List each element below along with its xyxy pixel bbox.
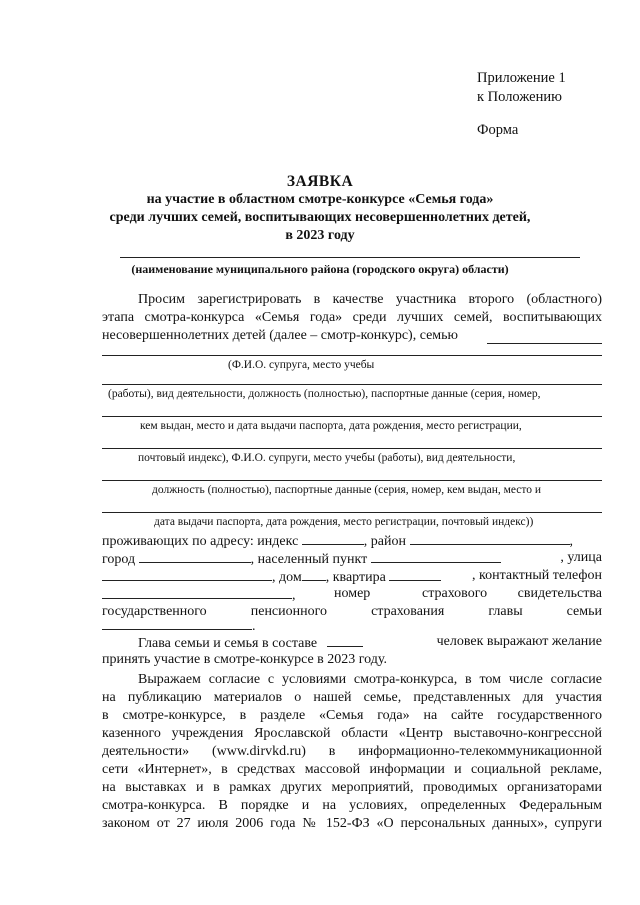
spouse-field-2[interactable] xyxy=(102,384,602,385)
pension-word-1: номер xyxy=(334,586,371,601)
pension-word-8: семьи xyxy=(566,604,603,619)
appendix-line2: к Положению xyxy=(477,89,562,105)
settlement-field[interactable] xyxy=(371,550,501,563)
street-field[interactable] xyxy=(102,568,272,581)
form-label: Форма xyxy=(477,122,519,138)
district-label: , район xyxy=(363,534,406,549)
consent-line-5: деятельности» (www.dirvkd.ru) в информационно-телекоммуникационной xyxy=(102,744,602,759)
family-text-b: человек выражают желание xyxy=(436,634,602,649)
family-text-a: Глава семьи и семья в составе xyxy=(138,636,318,651)
family-line-1 xyxy=(138,634,602,652)
living-label: проживающих по адресу: индекс xyxy=(102,534,299,549)
family-line-2: принять участие в смотре-конкурсе в 2023 году. xyxy=(102,652,387,667)
consent-line-1: Выражаем согласие с условиями смотра-конкурса, в том числе согласие xyxy=(138,672,602,687)
family-name-field[interactable] xyxy=(487,343,602,344)
spouse-field-3[interactable] xyxy=(102,416,602,417)
spouse-field-6[interactable] xyxy=(102,512,602,513)
appendix-line1: Приложение 1 xyxy=(477,70,566,86)
pension-word-3: свидетельства xyxy=(517,586,602,601)
title-line3: в 2023 году xyxy=(285,228,355,243)
title-line2: среди лучших семей, воспитывающих несовершеннолетних детей, xyxy=(109,210,531,225)
pension-number-field[interactable] xyxy=(102,617,252,630)
consent-line-7: на выставках и в рамках других мероприятий, проводимых организаторами xyxy=(102,780,602,795)
address-line-4: , номер страхового свидетельства xyxy=(102,586,602,604)
spouse-field-4[interactable] xyxy=(102,448,602,449)
consent-line-4: казенного учреждения Ярославской области «Центр выставочно-конгрессной xyxy=(102,726,602,741)
consent-line-2: на публикацию материалов о нашей семье, представленных для участия xyxy=(102,690,602,705)
phone-label: , контактный телефон xyxy=(472,568,602,583)
document-title: ЗАЯВКА xyxy=(286,173,354,190)
caption-5: должность (полностью), паспортные данные (серия, номер, кем выдан, место и xyxy=(152,484,542,496)
request-line1: Просим зарегистрировать в качестве участника второго (областного) xyxy=(138,292,602,307)
apartment-field[interactable] xyxy=(389,568,441,581)
pension-word-6: страхования xyxy=(371,604,445,619)
city-field[interactable] xyxy=(139,550,251,563)
district-input[interactable] xyxy=(410,532,570,545)
apartment-label: , квартира xyxy=(325,570,386,585)
caption-4: почтовый индекс), Ф.И.О. супруги, место учебы (работы), вид деятельности, xyxy=(138,452,516,464)
pension-word-2: страхового xyxy=(422,586,488,601)
house-label: , дом xyxy=(272,570,302,585)
house-field[interactable] xyxy=(302,568,326,581)
pension-word-5: пенсионного xyxy=(250,604,328,619)
address-line-2 xyxy=(102,550,602,568)
phone-field[interactable] xyxy=(102,586,292,599)
consent-line-3: в смотре-конкурсе, в разделе «Семья года» на сайте государственного xyxy=(102,708,602,723)
address-line-1: проживающих по адресу: индекс , район , xyxy=(102,534,573,549)
district-caption: (наименование муниципального района (городского округа) области) xyxy=(131,262,509,276)
settlement-label: , населенный пункт xyxy=(250,552,368,567)
district-field[interactable] xyxy=(120,257,580,258)
request-line3: несовершеннолетних детей (далее – смотр-конкурс), семью xyxy=(102,328,459,343)
street-label: , улица xyxy=(560,550,602,565)
index-field[interactable] xyxy=(302,532,364,545)
consent-line-8: смотра-конкурса. В порядке и на условиях, определенных Федеральным xyxy=(102,798,602,813)
pension-word-4: государственного xyxy=(102,604,207,619)
address-line-3 xyxy=(102,568,602,586)
spouse-field-1[interactable] xyxy=(102,355,602,356)
spouse-field-5[interactable] xyxy=(102,480,602,481)
family-count-field[interactable] xyxy=(327,634,363,647)
consent-line-6: сети «Интернет», в средствах массовой информации и социальной рекламе, xyxy=(102,762,602,777)
title-line1: на участие в областном смотре-конкурсе «Семья года» xyxy=(146,192,494,207)
address-line-6: . xyxy=(102,617,256,635)
request-line2: этапа смотра-конкурса «Семья года» среди лучших семей, воспитывающих xyxy=(102,310,602,325)
caption-1: (Ф.И.О. супруга, место учебы xyxy=(228,359,375,371)
city-label: город xyxy=(102,552,136,567)
caption-3: кем выдан, место и дата выдачи паспорта, дата рождения, место регистрации, xyxy=(140,420,522,432)
caption-6: дата выдачи паспорта, дата рождения, место регистрации, почтовый индекс)) xyxy=(154,516,534,528)
pension-word-7: главы xyxy=(488,604,523,619)
caption-2: (работы), вид деятельности, должность (полностью), паспортные данные (серия, номер, xyxy=(108,388,541,400)
consent-line-9: законом от 27 июля 2006 года № 152-ФЗ «О персональных данных», супруги xyxy=(102,816,602,831)
